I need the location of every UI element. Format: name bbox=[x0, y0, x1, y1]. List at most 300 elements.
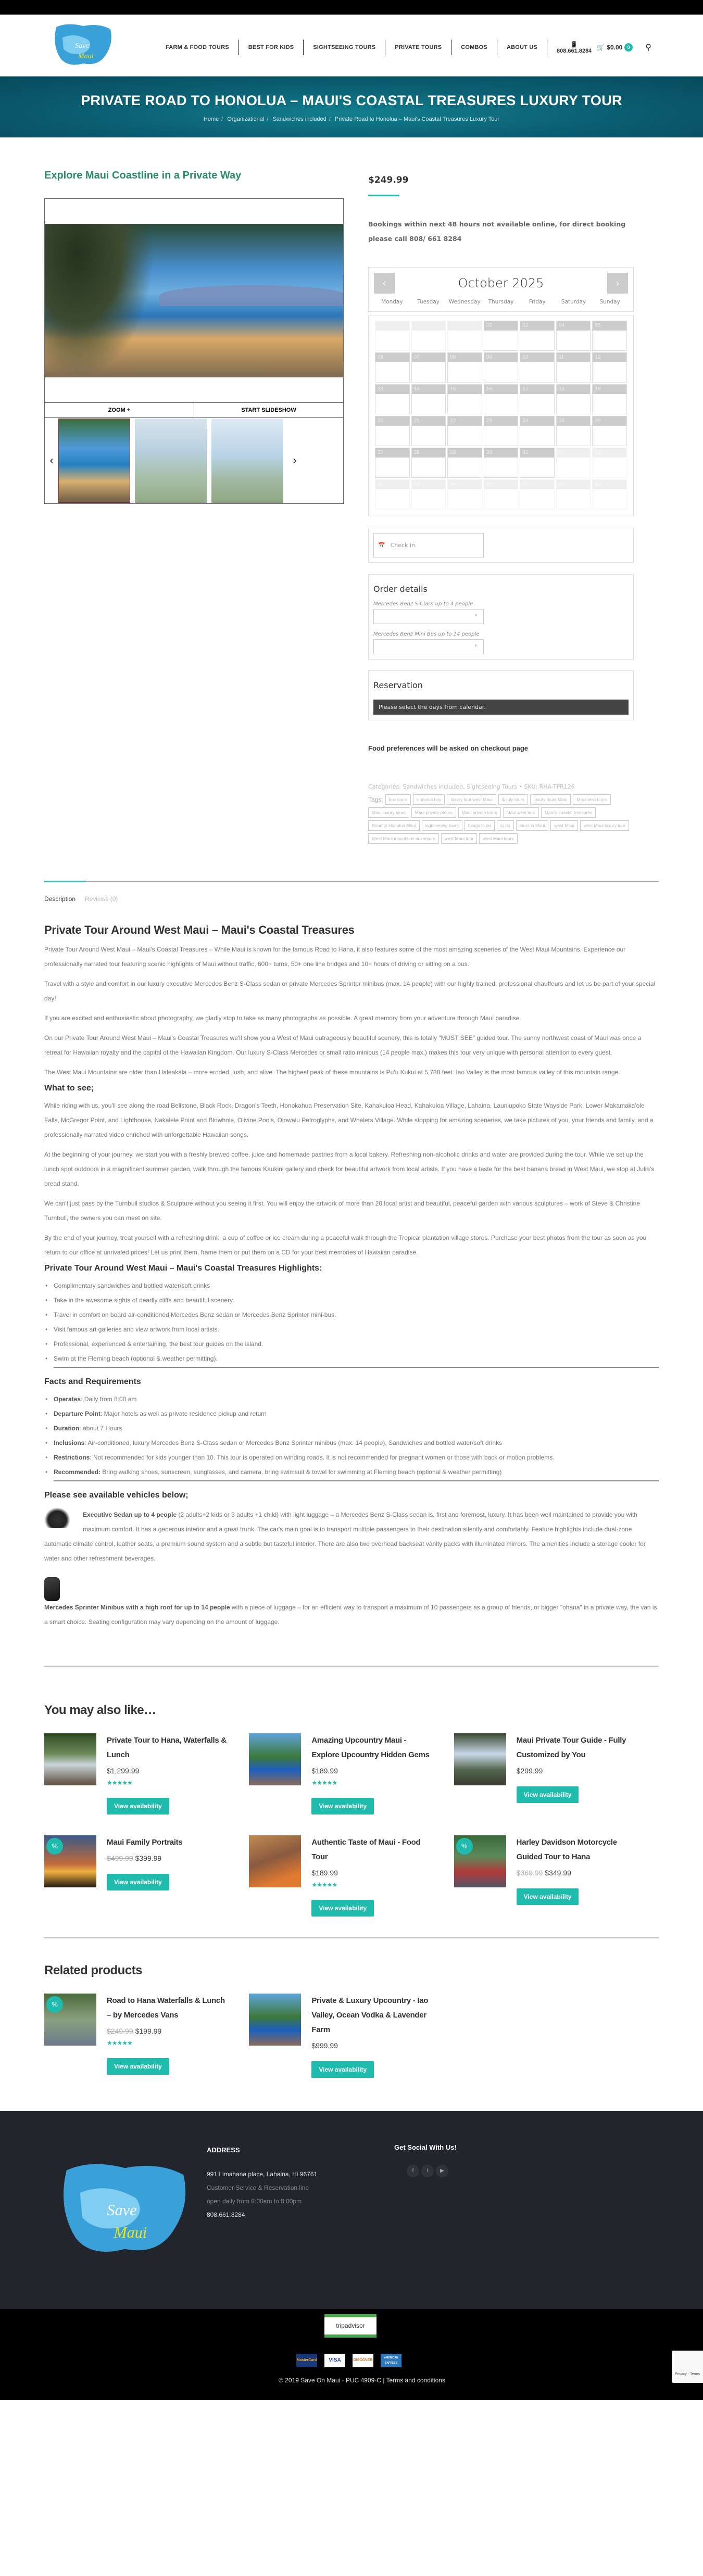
view-availability-button[interactable]: View availability bbox=[107, 2058, 169, 2075]
calendar-day-number bbox=[412, 321, 446, 331]
tags-label: Tags: bbox=[368, 796, 383, 803]
view-availability-button[interactable]: View availability bbox=[107, 1874, 169, 1890]
current-price: $199.99 bbox=[135, 2027, 162, 2035]
product-price bbox=[311, 1869, 431, 1877]
weekday: Sunday bbox=[599, 299, 620, 305]
calendar-day[interactable] bbox=[484, 321, 519, 351]
calendar-day[interactable] bbox=[556, 384, 591, 414]
product-price: $249.99 bbox=[368, 175, 409, 185]
address-title: ADDRESS bbox=[207, 2146, 240, 2154]
top-black-bar bbox=[0, 0, 703, 15]
copyright: © 2019 Save On Maui - PUC 4909-C | Terms and conditions bbox=[279, 2377, 445, 2384]
site-header bbox=[0, 15, 703, 77]
fact-item: • Recommended: Bring walking shoes, sunscreen, sunglasses, and camera, bring swimsuit & towel for swimming at Fleming beach (optional & weather permitting) bbox=[44, 1465, 659, 1479]
vehicle-sedan: Executive Sedan up to 4 people (2 adults+2 kids or 3 adults +1 child) with light luggage – a Mercedes Benz S-Class sedan is, first and foremost, luxury. It has been well maintained to provide you with maximum comfort. It has a generous interior and a great trunk. The car's main goal is to transport multiple passengers to their destination silently and comfortably. Feature highlights include dual-zone automatic climate control, leather seats, a premium sound system and a subtle but tasteful interior. There are also two overhead backseat vanity packs with illuminated mirrors. The amenities include a storage cooler for water and other refreshment beverages. bbox=[44, 1507, 659, 1566]
calendar-next-icon[interactable]: › bbox=[607, 273, 628, 294]
product-thumbnail[interactable] bbox=[249, 1835, 301, 1887]
calendar-day[interactable] bbox=[375, 448, 410, 478]
calendar-day[interactable] bbox=[447, 479, 482, 510]
product-thumbnail[interactable] bbox=[44, 1835, 96, 1887]
thumbnail-3[interactable] bbox=[211, 418, 283, 503]
star-rating-icon: ★★★★★ bbox=[311, 1881, 337, 1888]
nav-sightseeing-tours[interactable]: SIGHTSEEING TOURS bbox=[304, 40, 385, 55]
tag-link[interactable]: west Maui tours bbox=[479, 833, 518, 844]
calendar-day-number: 02 bbox=[484, 321, 518, 331]
highlights-heading: Private Tour Around West Maui – Maui's Coastal Treasures Highlights: bbox=[44, 1264, 322, 1273]
footer-social bbox=[394, 2143, 457, 2177]
calendar-icon: 📅 bbox=[378, 542, 385, 549]
calendar-day[interactable] bbox=[484, 352, 519, 383]
view-availability-button[interactable]: View availability bbox=[517, 1786, 579, 1803]
breadcrumb-organizational[interactable]: Organizational bbox=[227, 116, 265, 122]
social-title: Get Social With Us! bbox=[394, 2143, 457, 2151]
svg-text:Maui: Maui bbox=[78, 53, 94, 60]
page-title: PRIVATE ROAD TO HONOLUA – MAUI'S COASTAL TREASURES LUXURY TOUR bbox=[81, 93, 622, 108]
product-card bbox=[44, 1994, 249, 2078]
facts-heading: Facts and Requirements bbox=[44, 1377, 141, 1386]
gallery-controls bbox=[45, 402, 343, 418]
calendar-day[interactable] bbox=[447, 448, 482, 478]
calendar-day-number: 03 bbox=[520, 321, 554, 331]
calendar-day-number: 14 bbox=[412, 385, 446, 394]
calendar-day[interactable] bbox=[411, 416, 446, 446]
calendar-day[interactable] bbox=[592, 416, 627, 446]
view-availability-button[interactable]: View availability bbox=[107, 1798, 169, 1814]
weekday: Saturday bbox=[561, 299, 586, 305]
tag-link[interactable]: Maui private tours bbox=[458, 807, 501, 818]
site-footer bbox=[0, 2111, 703, 2309]
mastercard-icon: MasterCard bbox=[296, 2354, 317, 2367]
calendar-day-number: 31 bbox=[520, 448, 554, 458]
breadcrumb: Home / Organizational / Sandwiches included / Private Road to Honolua – Maui's Coastal Treasures Luxury Tour bbox=[203, 116, 500, 122]
view-availability-button[interactable]: View availability bbox=[517, 1888, 579, 1905]
weekday: Thursday bbox=[488, 299, 514, 305]
calendar-day-number: 29 bbox=[448, 448, 482, 458]
product-price bbox=[311, 1767, 431, 1775]
description-paragraph: Travel with a style and comfort in our luxury executive Mercedes Benz S-Class sedan or private Mercedes Sprinter minibus (max. 14 people) with our highly trained, professional chauffeurs and let us be part of your special day! bbox=[44, 980, 656, 1002]
cart-total: $0.00 bbox=[607, 44, 623, 51]
calendar-day[interactable] bbox=[520, 448, 555, 478]
calendar-day-number: 03 bbox=[375, 480, 409, 489]
start-slideshow-button[interactable]: START SLIDESHOW bbox=[241, 407, 296, 413]
calendar-grid bbox=[368, 315, 634, 516]
weekday: Monday bbox=[381, 299, 403, 305]
product-thumbnail[interactable] bbox=[454, 1835, 506, 1887]
calendar-day-number: 04 bbox=[412, 480, 446, 489]
thumbnail-strip bbox=[45, 418, 343, 503]
calendar-day[interactable] bbox=[411, 321, 446, 351]
tag-link[interactable]: Maui luxury tours bbox=[368, 807, 409, 818]
calendar-day-number: 24 bbox=[520, 416, 554, 426]
calendar-day-number: 06 bbox=[375, 353, 409, 362]
product-title[interactable]: Private Tour to Hana, Waterfalls & Lunch bbox=[107, 1736, 227, 1759]
calendar-day[interactable] bbox=[484, 416, 519, 446]
calendar-day-number: 04 bbox=[557, 321, 591, 331]
weekday: Wednesday bbox=[448, 299, 481, 305]
description-paragraph: Private Tour Around West Maui – Maui's Coastal Treasures – While Maui is known for the famous Road to Hana, it also features some of the most amazing sceneries of the West Maui Mountains. Experience our professionally narrated tour featuring scenic highlights of Maui without traffic, 600+ turns, 50+ one line bridges and 10+ hours of driving or sitting on a bus. bbox=[44, 946, 626, 968]
description-paragraph: If you are excited and enthusiastic about photography, we gladly stop to take as many photographs as possible. A great memory from your adventure through Maui paradise. bbox=[44, 1014, 521, 1022]
description-paragraph: While riding with us, you'll see along the road Bellstone, Black Rock, Dragon's Teeth, Honokahua Preservation Site, Kahakuloa Head, Kahakuloa Village, Lahaina, Launiupoko State Wayside Park, Lower Makamaka'ole Falls, McGregor Point, and Lighthouse, Nakalele Point and Blowhole, Olivine Pools, Olowalu Petroglyphs, and Whalers Village. While stopping for amazing sceneries, we take pictures of you, your friends and family, and a professionally narrated video enriched with unforgettable Hawaiian songs. bbox=[44, 1102, 654, 1138]
calendar-day[interactable] bbox=[447, 321, 482, 351]
fact-item: • Operates: Daily from 8:00 am bbox=[44, 1392, 659, 1406]
calendar-day[interactable] bbox=[375, 384, 410, 414]
weekday: Friday bbox=[529, 299, 546, 305]
chevron-right-icon[interactable]: › bbox=[293, 454, 297, 466]
svg-text:Save: Save bbox=[75, 42, 89, 50]
calendar-day[interactable] bbox=[447, 416, 482, 446]
tag-link[interactable]: luxury tours Maui bbox=[530, 794, 571, 805]
fact-item: • Departure Point: Major hotels as well as private residence pickup and return bbox=[44, 1406, 659, 1421]
tag-link[interactable]: Maui private ptours bbox=[411, 807, 456, 818]
logo-icon bbox=[52, 22, 115, 68]
calendar-day[interactable] bbox=[520, 321, 555, 351]
recaptcha-badge[interactable]: Privacy - Terms bbox=[672, 2351, 703, 2383]
product-gallery-column bbox=[44, 170, 344, 844]
current-price: $189.99 bbox=[311, 1869, 338, 1877]
nav-farm-food-tours[interactable]: FARM & FOOD TOURS bbox=[166, 40, 239, 55]
star-rating-icon: ★★★★★ bbox=[107, 1779, 132, 1786]
product-tagline: Explore Maui Coastline in a Private Way bbox=[44, 170, 242, 181]
tag-link[interactable]: things to do bbox=[465, 820, 495, 831]
product-tags bbox=[368, 794, 634, 844]
description-panel bbox=[44, 923, 659, 1629]
vehicles-heading: Please see available vehicles below; bbox=[44, 1491, 189, 1500]
calendar-day[interactable] bbox=[556, 416, 591, 446]
tag-link[interactable]: tours in Maui bbox=[516, 820, 549, 831]
tab-description[interactable]: Description bbox=[44, 895, 76, 903]
youtube-icon[interactable]: ▶ bbox=[436, 2165, 448, 2177]
calendar-day-number: 25 bbox=[557, 416, 591, 426]
page-hero bbox=[0, 77, 703, 137]
product-thumbnail[interactable] bbox=[44, 1733, 96, 1785]
star-rating-icon: ★★★★★ bbox=[107, 2039, 132, 2047]
calendar-weekdays bbox=[374, 299, 628, 305]
calendar-day-number: 06 bbox=[484, 480, 518, 489]
reservation-section bbox=[368, 670, 634, 720]
tag-link[interactable]: Maui west tour bbox=[503, 807, 539, 818]
calendar-day-number: 17 bbox=[520, 385, 554, 394]
calendar-day-number: 05 bbox=[593, 321, 626, 331]
tag-link[interactable]: luxuly tours bbox=[498, 794, 528, 805]
nav-best-for-kids[interactable]: BEST FOR KIDS bbox=[239, 40, 304, 55]
reservation-title: Reservation bbox=[373, 680, 423, 690]
calendar-day[interactable] bbox=[592, 384, 627, 414]
fact-item: • Inclusions: Air-conditioned, luxury Mercedes Benz S-Class sedan or Mercedes Benz Sprinter minibus (max. 14 people), Sandwiches and bottled water/soft drinks bbox=[44, 1436, 659, 1450]
calendar-day[interactable] bbox=[520, 352, 555, 383]
upsells-grid bbox=[44, 1733, 659, 1917]
sale-badge-icon: % bbox=[46, 1996, 63, 2013]
related-title: Related products bbox=[44, 1963, 143, 1977]
product-card bbox=[454, 1733, 659, 1814]
product-price bbox=[107, 2027, 227, 2035]
sale-badge-icon: % bbox=[456, 1838, 473, 1855]
calendar-day-number: 30 bbox=[484, 448, 518, 458]
calendar-day[interactable] bbox=[556, 448, 591, 478]
payment-cards bbox=[296, 2354, 401, 2367]
product-thumbnail[interactable] bbox=[44, 1994, 96, 2046]
product-title[interactable]: Road to Hana Waterfalls & Lunch – by Mercedes Vans bbox=[107, 1996, 225, 2020]
calendar-day-number: 01 bbox=[557, 448, 591, 458]
svg-text:Save: Save bbox=[107, 2201, 137, 2219]
booking-calendar-header bbox=[368, 267, 634, 312]
calendar-day[interactable] bbox=[592, 448, 627, 478]
main-content bbox=[44, 137, 659, 2078]
calendar-day[interactable] bbox=[484, 384, 519, 414]
logo-icon bbox=[55, 2159, 195, 2258]
view-availability-button[interactable]: View availability bbox=[311, 1798, 374, 1814]
calendar-day[interactable] bbox=[375, 352, 410, 383]
highlight-item: • Travel in comfort on board air-conditioned Mercedes Benz sedan or Mercedes Benz Sprinter mini-bus. bbox=[44, 1308, 659, 1322]
tag-link[interactable]: Maui best tours bbox=[573, 794, 610, 805]
product-thumbnail[interactable] bbox=[454, 1733, 506, 1785]
related-grid bbox=[44, 1994, 659, 2078]
visa-icon: VISA bbox=[324, 2354, 345, 2367]
service-hours: open daily from 8:00am to 8:00pm bbox=[207, 2198, 302, 2205]
calendar-day-number: 27 bbox=[375, 448, 409, 458]
product-price bbox=[311, 2041, 431, 2050]
phone-number: 808.661.8284 bbox=[557, 47, 592, 54]
fact-item: • Duration: about 7 Hours bbox=[44, 1421, 659, 1436]
main-product-image[interactable] bbox=[45, 224, 343, 377]
nav-combos[interactable]: COMBOS bbox=[451, 40, 497, 55]
calendar-day[interactable] bbox=[375, 479, 410, 510]
calendar-day-number: 08 bbox=[557, 480, 591, 489]
highlights-list bbox=[44, 1278, 659, 1366]
tag-link[interactable]: Honolua bay bbox=[413, 794, 445, 805]
tag-link[interactable]: west Maui luxury tour bbox=[580, 820, 629, 831]
mobile-phone-icon: 📱 bbox=[570, 41, 578, 48]
calendar-day[interactable] bbox=[411, 448, 446, 478]
sclass-label: Mercedes Benz S-Class up to 4 people bbox=[373, 601, 473, 607]
chevron-left-icon[interactable]: ‹ bbox=[49, 454, 54, 466]
description-paragraph: We can't just pass by the Turnbull studios & Sculpture without you seeing it first. You will enjoy the artwork of more than 20 local artist and beautiful, peaceful garden with various sculptures – work of Steve & Christine Turnbull, the owners you can meet on site. bbox=[44, 1200, 641, 1222]
product-price bbox=[107, 1854, 227, 1862]
product-summary bbox=[44, 137, 659, 844]
calendar-day-number: 11 bbox=[557, 353, 591, 362]
calendar-day[interactable] bbox=[375, 321, 410, 351]
star-rating-icon: ★★★★★ bbox=[311, 1779, 337, 1786]
svg-text:Maui: Maui bbox=[114, 2224, 147, 2242]
footer-phone[interactable]: 808.661.8284 bbox=[207, 2211, 245, 2218]
calendar-day-number: 19 bbox=[593, 385, 626, 394]
product-title[interactable]: Amazing Upcountry Maui - Explore Upcountry Hidden Gems bbox=[311, 1736, 430, 1759]
view-availability-button[interactable]: View availability bbox=[311, 1900, 374, 1917]
breadcrumb-current: Private Road to Honolua – Maui's Coastal Treasures Luxury Tour bbox=[334, 116, 500, 122]
calendar-prev-icon[interactable]: ‹ bbox=[374, 273, 395, 294]
product-tabs bbox=[44, 895, 659, 903]
calendar-day[interactable] bbox=[411, 352, 446, 383]
calendar-day[interactable] bbox=[556, 479, 591, 510]
calendar-day[interactable] bbox=[592, 321, 627, 351]
order-details bbox=[368, 574, 634, 660]
highlight-item: • Complimentary sandwiches and bottled water/soft drinks bbox=[44, 1278, 659, 1293]
tab-reviews[interactable]: Reviews (0) bbox=[85, 895, 118, 903]
product-title[interactable]: Private & Luxury Upcountry - Iao Valley, Ocean Vodka & Lavender Farm bbox=[311, 1996, 429, 2034]
description-paragraph: The West Maui Mountains are older than Haleakala – more eroded, lush, and alive. The highest peak of these mountains is Pu'u Kukui at 5,788 feet. Iao Valley is the most famous valley of this mountain range. bbox=[44, 1069, 620, 1076]
tag-link[interactable]: sightseeing tours bbox=[422, 820, 462, 831]
footer-address bbox=[207, 2143, 317, 2222]
calendar-day-number: 10 bbox=[520, 353, 554, 362]
product-booking-column bbox=[368, 170, 634, 844]
facebook-icon[interactable]: f bbox=[407, 2165, 419, 2177]
checkin-section bbox=[368, 528, 634, 563]
calendar-day[interactable] bbox=[520, 416, 555, 446]
calendar-day-number: 08 bbox=[448, 353, 482, 362]
checkin-input[interactable] bbox=[373, 533, 484, 557]
calendar-day-number: 09 bbox=[484, 353, 518, 362]
search-icon[interactable]: ⚲ bbox=[645, 43, 652, 52]
cart-button[interactable] bbox=[597, 43, 633, 52]
tag-link[interactable]: Road to Honolua Maui bbox=[368, 820, 420, 831]
product-card bbox=[44, 1835, 249, 1917]
calendar-day-number: 05 bbox=[448, 480, 482, 489]
calendar-day[interactable] bbox=[375, 416, 410, 446]
calendar-day-number: 12 bbox=[593, 353, 626, 362]
calendar-day-number: 09 bbox=[593, 480, 626, 489]
calendar-day[interactable] bbox=[520, 384, 555, 414]
highlight-item: • Professional, experienced & entertaining, the best tour guides on the island. bbox=[44, 1337, 659, 1351]
product-title[interactable]: Maui Private Tour Guide - Fully Customized by You bbox=[516, 1736, 626, 1759]
calendar-day[interactable] bbox=[484, 448, 519, 478]
product-title[interactable]: Authentic Taste of Maui - Food Tour bbox=[311, 1838, 421, 1861]
thumbnail-2[interactable] bbox=[135, 418, 207, 503]
sedan-car-icon bbox=[44, 1507, 70, 1528]
booking-note: Bookings within next 48 hours not available online, for direct booking please call 808/ 661 8284 bbox=[368, 220, 626, 243]
calendar-day-number: 26 bbox=[593, 416, 626, 426]
calendar-day[interactable] bbox=[484, 479, 519, 510]
old-price: $369.99 bbox=[516, 1869, 543, 1877]
product-card bbox=[249, 1835, 454, 1917]
calendar-day-number: 18 bbox=[557, 385, 591, 394]
product-title[interactable]: Harley Davidson Motorcycle Guided Tour to Hana bbox=[516, 1838, 617, 1861]
cart-count-badge: 0 bbox=[624, 43, 633, 52]
description-paragraph: At the beginning of your journey, we start you with a freshly brewed coffee, juice and homemade pastries from a local bakery. Refreshing non-alcoholic drinks and water are provided during the tour. While we set up the lunch spot outdoors in a magnificent summer garden, walk through the famous Kaukini gallery and check for beautiful artwork from local artists. If you have a taste for the best banana bread in West Maui, we stop at Julia's bread stand. bbox=[44, 1151, 655, 1187]
highlight-item: • Visit famous art galleries and view artwork from local artists. bbox=[44, 1322, 659, 1337]
tripadvisor-badge[interactable]: tripadvisor bbox=[324, 2314, 376, 2338]
product-card bbox=[454, 1835, 659, 1917]
address-text: 991 Limahana place, Lahaina, Hi 96761 bbox=[207, 2171, 318, 2178]
calendar-day-number: 02 bbox=[593, 448, 626, 458]
calendar-day[interactable] bbox=[592, 352, 627, 383]
tag-link[interactable]: west Maui tour bbox=[441, 833, 477, 844]
thumbnail-1[interactable] bbox=[58, 418, 130, 503]
tag-link[interactable]: bus tours bbox=[385, 794, 411, 805]
section-divider bbox=[44, 1937, 659, 1938]
description-heading: Private Tour Around West Maui – Maui's Coastal Treasures bbox=[44, 923, 355, 936]
tag-link[interactable]: luxury tour west Maui bbox=[447, 794, 496, 805]
current-price: $349.99 bbox=[545, 1869, 571, 1877]
section-divider bbox=[54, 1367, 659, 1368]
current-price: $1,299.99 bbox=[107, 1767, 140, 1775]
current-price: $299.99 bbox=[516, 1767, 543, 1775]
zoom-button[interactable]: ZOOM + bbox=[45, 403, 194, 417]
tag-link[interactable]: West Maui mountains adventure bbox=[368, 833, 439, 844]
product-card bbox=[249, 1733, 454, 1814]
food-preferences-note: Food preferences will be asked on checkout page bbox=[368, 744, 529, 752]
calendar-day-number: 15 bbox=[448, 385, 482, 394]
vehicle-minibus: Mercedes Sprinter Minibus with a high roof for up to 14 people with a piece of luggage – for an efficient way to transport a maximum of 10 passengers as a group of friends, or bigger "ohana" in a private way, the van is a smart choice. Seating configuration may vary depending on the amount of luggage. bbox=[44, 1577, 659, 1629]
what-to-see-heading: What to see; bbox=[44, 1084, 94, 1093]
current-price: $189.99 bbox=[311, 1767, 338, 1775]
calendar-day[interactable] bbox=[556, 321, 591, 351]
amex-icon: AMERICAN EXPRESS bbox=[381, 2354, 401, 2367]
minibus-label: Mercedes Benz Mini Bus up to 14 people bbox=[373, 631, 480, 637]
checkin-placeholder: Check in bbox=[390, 542, 416, 549]
sale-badge-icon: % bbox=[46, 1838, 63, 1855]
tag-link[interactable]: west Maui bbox=[550, 820, 578, 831]
product-price bbox=[517, 1767, 636, 1775]
nav-about-us[interactable]: ABOUT US bbox=[497, 40, 547, 55]
product-title[interactable]: Maui Family Portraits bbox=[107, 1838, 183, 1847]
footer-logo[interactable] bbox=[55, 2159, 195, 2258]
view-availability-button[interactable]: View availability bbox=[311, 2061, 374, 2078]
cart-icon: 🛒 bbox=[597, 44, 605, 51]
calendar-day-number: 16 bbox=[484, 385, 518, 394]
minibus-van-icon bbox=[44, 1577, 60, 1601]
reservation-message: Please select the days from calendar. bbox=[373, 700, 629, 715]
calendar-day-number: 28 bbox=[412, 448, 446, 458]
product-gallery bbox=[44, 198, 344, 504]
calendar-day-number: 20 bbox=[375, 416, 409, 426]
twitter-icon[interactable]: t bbox=[421, 2165, 434, 2177]
calendar-day-number: 07 bbox=[412, 353, 446, 362]
breadcrumb-sandwiches-included[interactable]: Sandwiches included bbox=[272, 116, 327, 122]
highlight-item: • Swim at the Fleming beach (optional & weather permitting). bbox=[44, 1351, 659, 1366]
site-logo[interactable] bbox=[52, 22, 115, 68]
old-price: $249.99 bbox=[107, 2027, 133, 2035]
section-divider bbox=[44, 1666, 659, 1667]
tabs-divider bbox=[44, 881, 659, 882]
calendar-day[interactable] bbox=[447, 352, 482, 383]
product-card bbox=[44, 1733, 249, 1814]
breadcrumb-home[interactable]: Home bbox=[203, 116, 219, 122]
calendar-month: October 2025 bbox=[458, 276, 544, 290]
tag-link[interactable]: Maui's coastal treasures bbox=[541, 807, 596, 818]
price-divider bbox=[368, 195, 399, 196]
tag-link[interactable]: to do bbox=[497, 820, 514, 831]
product-thumbnail[interactable] bbox=[249, 1994, 301, 2046]
current-price: $999.99 bbox=[311, 2041, 338, 2050]
calendar-day-number: 22 bbox=[448, 416, 482, 426]
main-nav bbox=[166, 40, 651, 55]
calendar-day[interactable] bbox=[411, 479, 446, 510]
product-thumbnail[interactable] bbox=[249, 1733, 301, 1785]
section-divider bbox=[54, 1480, 659, 1481]
order-details-title: Order details bbox=[373, 584, 428, 594]
product-card bbox=[249, 1994, 454, 2078]
calendar-day-number bbox=[448, 321, 482, 331]
product-price bbox=[517, 1869, 636, 1877]
minibus-quantity-select[interactable] bbox=[373, 639, 484, 654]
facts-list bbox=[44, 1392, 659, 1479]
old-price: $499.99 bbox=[107, 1854, 133, 1862]
nav-private-tours[interactable]: PRIVATE TOURS bbox=[385, 40, 451, 55]
calendar-day[interactable] bbox=[520, 479, 555, 510]
calendar-day-number: 23 bbox=[484, 416, 518, 426]
calendar-day[interactable] bbox=[411, 384, 446, 414]
service-line: Customer Service & Reservation line bbox=[207, 2184, 309, 2191]
description-paragraph: On our Private Tour Around West Maui – Maui's Coastal Treasures we'll show you a West of Maui outrageously beautiful scenery, this is totally "MUST SEE" guided tour. The sunny northwest coast of Maui was once a retreat for Hawaiian royalty and the capital of the Hawaiian Kingdom. Our luxury S-Class Mercedes or small ratio minibus (14 people max.) makes this tour very unique with personal attention to every guest. bbox=[44, 1034, 642, 1056]
discover-icon: DISCOVER bbox=[353, 2354, 373, 2367]
calendar-day[interactable] bbox=[592, 479, 627, 510]
header-phone[interactable] bbox=[557, 41, 592, 54]
description-paragraph: By the end of your journey, treat yourself with a refreshing drink, a cup of coffee or ice cream during a peaceful walk through the Tropical plantation village stores. Purchase your best photos from the tour as soon as you return to our office at unrivaled prices! Let us print them, frame them or put them on a CD for your best memories of Hawaiian paradise. bbox=[44, 1234, 647, 1256]
calendar-day[interactable] bbox=[556, 352, 591, 383]
calendar-day[interactable] bbox=[447, 384, 482, 414]
calendar-day-number bbox=[375, 321, 409, 331]
product-price bbox=[107, 1767, 227, 1775]
sclass-quantity-select[interactable] bbox=[373, 609, 484, 624]
